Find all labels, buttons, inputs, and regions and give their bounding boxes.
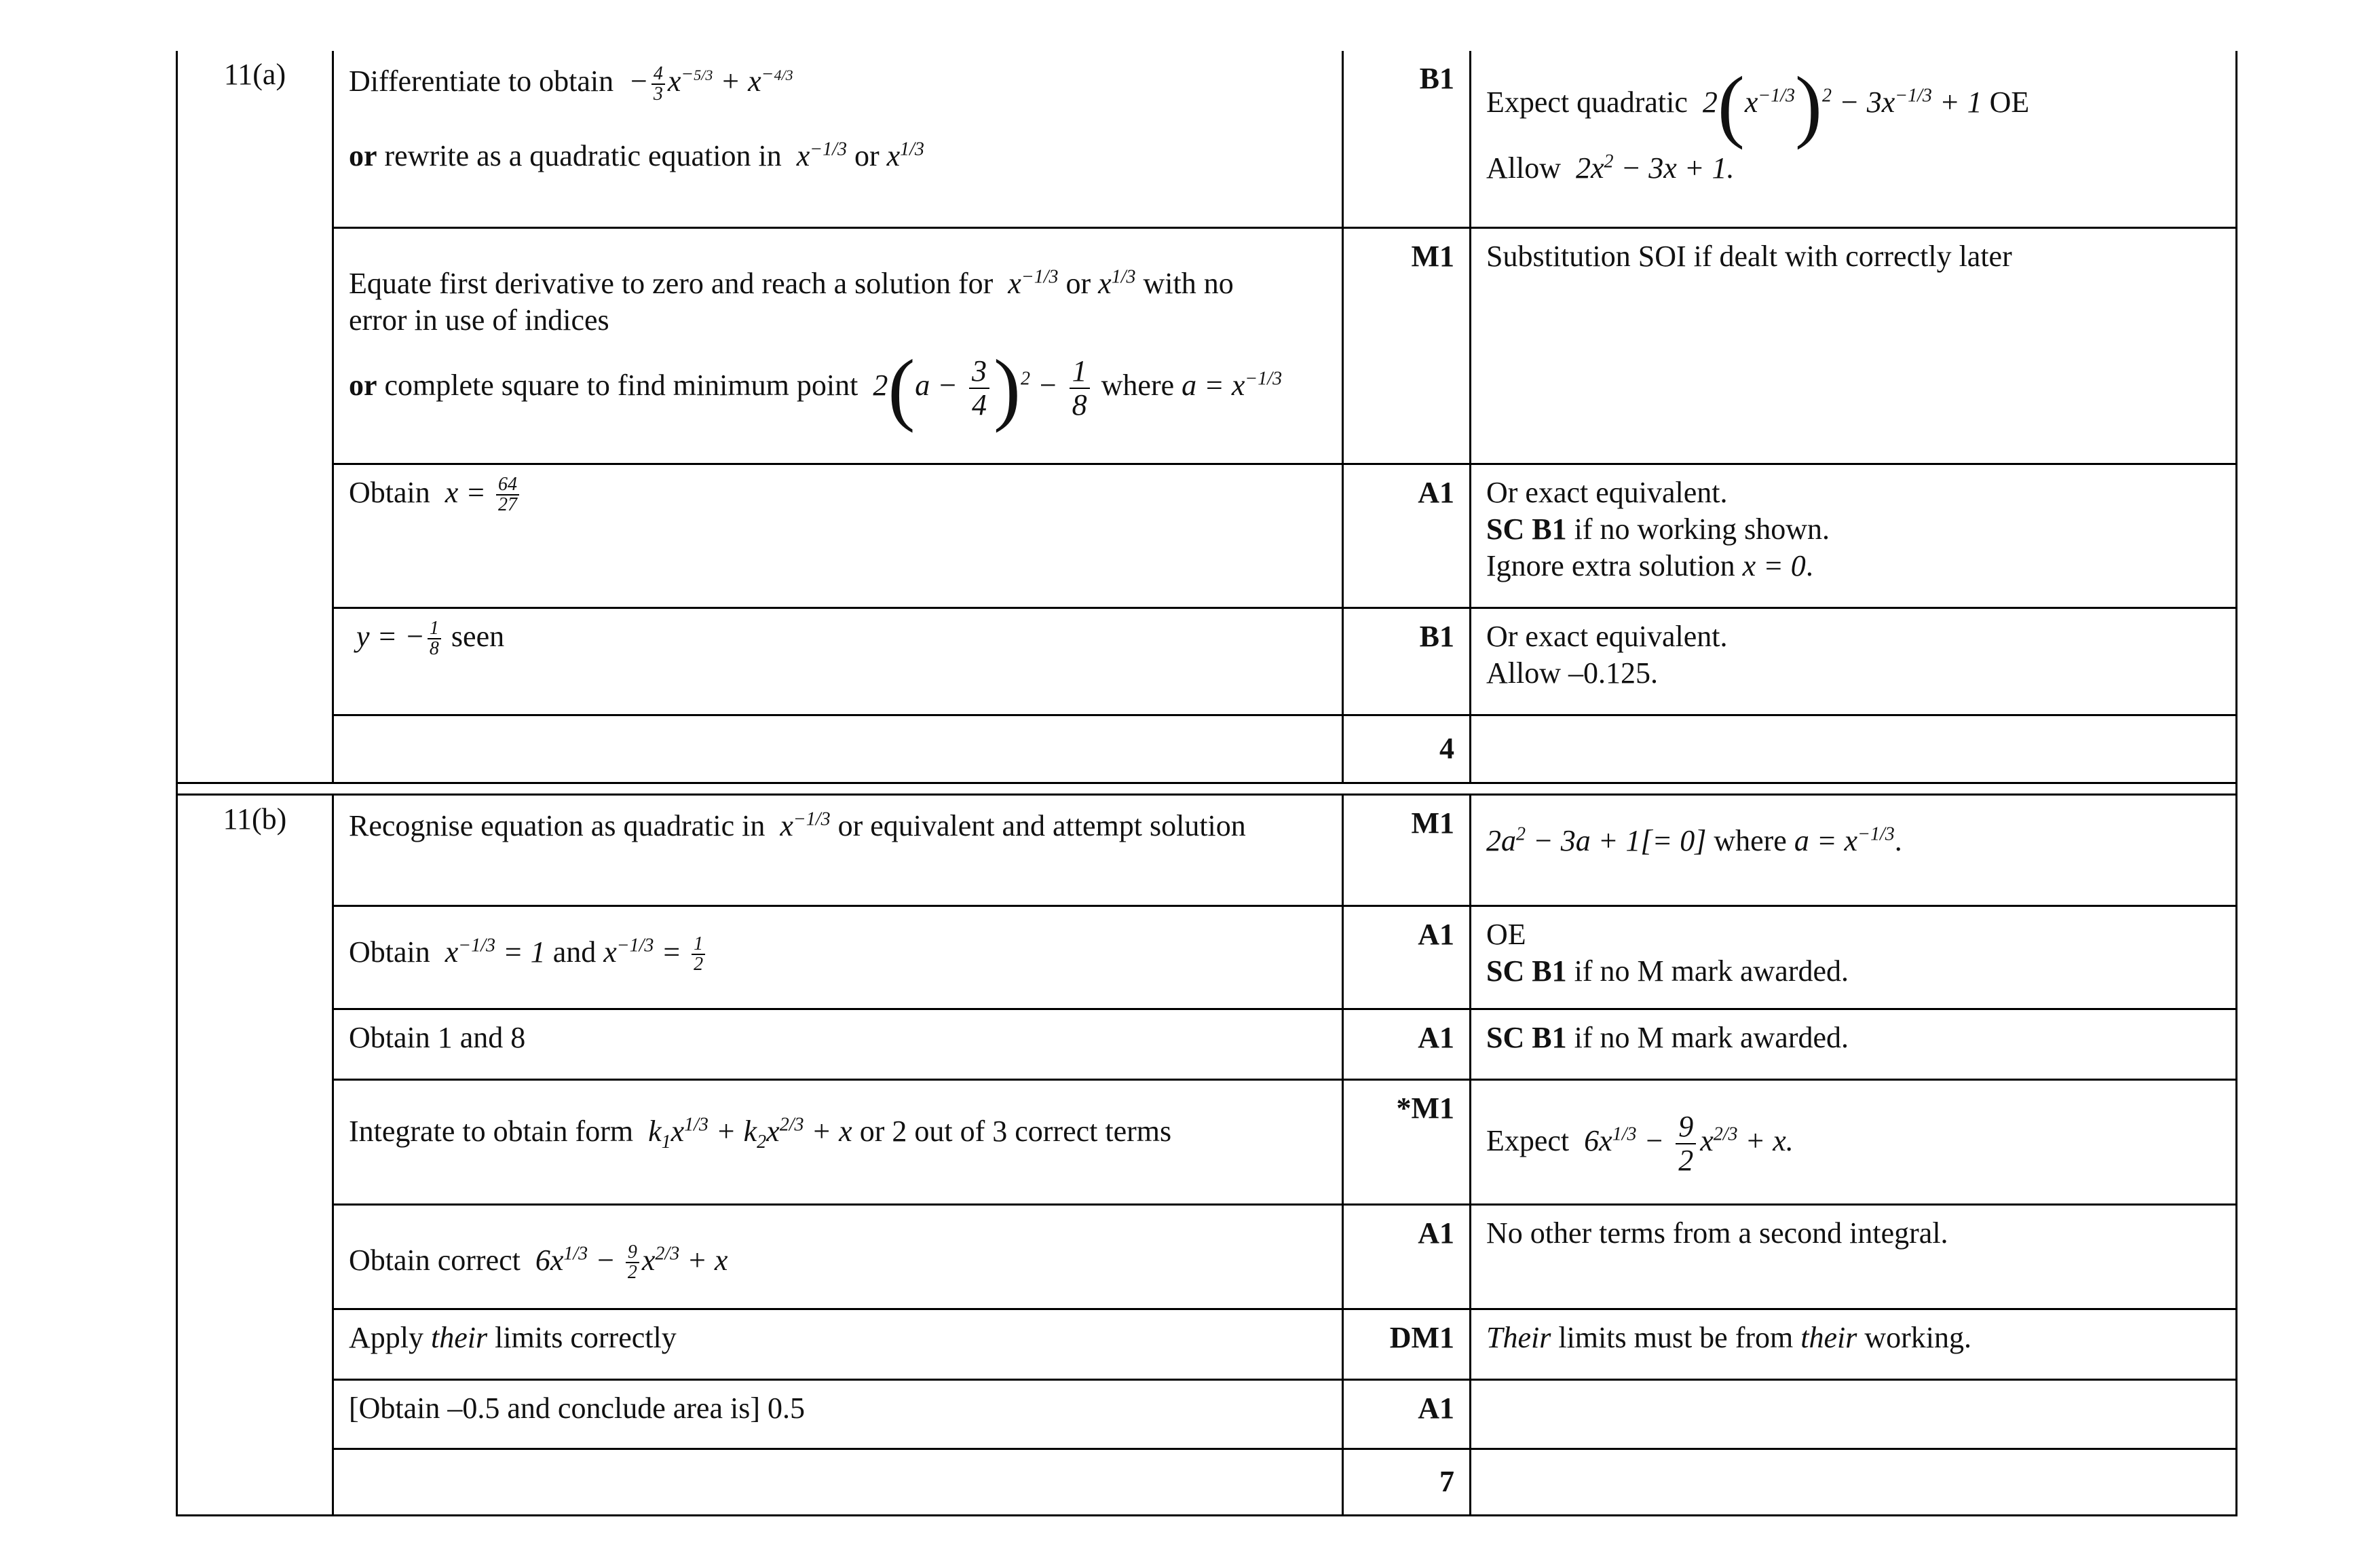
- answer-cell: [Obtain –0.5 and conclude area is] 0.5: [333, 1379, 1343, 1449]
- mark-cell: A1: [1343, 1009, 1471, 1079]
- answer-cell: [333, 715, 1343, 783]
- answer-cell: Recognise equation as quadratic in $x^{-1/3}$ or equivalent and attempt solution: [333, 794, 1343, 906]
- mark-cell: B1: [1343, 51, 1471, 227]
- answer-cell: y = − $\frac{1}{8}$ seen: [333, 608, 1343, 715]
- guidance-cell: Or exact equivalent. Allow –0.125.: [1471, 608, 2237, 715]
- mark-cell: DM1: [1343, 1309, 1471, 1379]
- mark-cell: A1: [1343, 1204, 1471, 1309]
- table-row: [177, 1079, 2237, 1204]
- guidance-cell: SC B1 if no M mark awarded.: [1471, 1009, 2237, 1079]
- answer-cell: Obtain correct $6x^{1/3}$ − $\frac{9}{2}$ $x^{2/3} + x$: [333, 1204, 1343, 1309]
- table-row: [177, 227, 2237, 464]
- mark-cell: *M1: [1343, 1079, 1471, 1204]
- table-row: [177, 715, 2237, 783]
- table-row: [177, 608, 2237, 715]
- mark-cell: B1: [1343, 608, 1471, 715]
- mark-cell: A1: [1343, 906, 1471, 1009]
- guidance-cell: Or exact equivalent. SC B1 if no working shown. Ignore extra solution x = 0.: [1471, 464, 2237, 608]
- table-row: [177, 464, 2237, 608]
- answer-cell: Differentiate to obtain − $\frac{4}{3}$ $x^{-5/3} + x^{-4/3}$ or rewrite as a quadratic equation in $x^{-1/3}$ or $x^{1/3}$: [333, 51, 1343, 227]
- guidance-cell: No other terms from a second integral.: [1471, 1204, 2237, 1309]
- table-row: [177, 1009, 2237, 1079]
- guidance-cell: [1471, 715, 2237, 783]
- guidance-cell: [1471, 1449, 2237, 1515]
- mark-cell: A1: [1343, 464, 1471, 608]
- section-divider: [177, 783, 2237, 794]
- table-row: [177, 1204, 2237, 1309]
- question-number: 11(a): [177, 51, 333, 783]
- table-row: [177, 794, 2237, 906]
- mark-cell: A1: [1343, 1379, 1471, 1449]
- answer-cell: Obtain x = $\frac{64}{27}$: [333, 464, 1343, 608]
- table-row: [177, 1449, 2237, 1515]
- mark-scheme-table: [176, 51, 2235, 1516]
- answer-cell: Obtain $x^{-1/3} = 1$ and $x^{-1/3}$ = $\frac{1}{2}$: [333, 906, 1343, 1009]
- mark-cell: M1: [1343, 794, 1471, 906]
- guidance-cell: Their limits must be from their working.: [1471, 1309, 2237, 1379]
- answer-cell: Apply their limits correctly: [333, 1309, 1343, 1379]
- answer-cell: [333, 1449, 1343, 1515]
- answer-cell: Integrate to obtain form $k_1x^{1/3} + k_2x^{2/3} + x$ or 2 out of 3 correct terms: [333, 1079, 1343, 1204]
- question-number: 11(b): [177, 794, 333, 1515]
- table-row: [177, 906, 2237, 1009]
- guidance-cell: Expect $6x^{1/3}$ − $\frac{9}{2}$ $x^{2/3} + x$.: [1471, 1079, 2237, 1204]
- total-mark: 4: [1343, 715, 1471, 783]
- total-mark: 7: [1343, 1449, 1471, 1515]
- guidance-cell: Substitution SOI if dealt with correctly later: [1471, 227, 2237, 464]
- answer-cell: Equate first derivative to zero and reach a solution for $x^{-1/3}$ or $x^{1/3}$ with no error in use of indices or complete square to find minimum point 2(a − $\frac{3}{4}$ )$^2$ − $\frac{1}{8}$ where $a = x^{-1/3}$: [333, 227, 1343, 464]
- table-row: [177, 1379, 2237, 1449]
- derivative-expression: − $\frac{4}{3}$ $x^{-5/3} + x^{-4/3}$: [621, 62, 793, 105]
- guidance-cell: [1471, 1379, 2237, 1449]
- answer-cell: Obtain 1 and 8: [333, 1009, 1343, 1079]
- guidance-cell: OE SC B1 if no M mark awarded.: [1471, 906, 2237, 1009]
- mark-cell: M1: [1343, 227, 1471, 464]
- guidance-cell: Expect quadratic $2(x^{-1/3})^2 - 3x^{-1/3} + 1$ OE Allow $2x^2 - 3x + 1$.: [1471, 51, 2237, 227]
- guidance-cell: $2a^2 - 3a + 1[= 0]$ where $a = x^{-1/3}$.: [1471, 794, 2237, 906]
- table-row: [177, 51, 2237, 227]
- table-row: [177, 1309, 2237, 1379]
